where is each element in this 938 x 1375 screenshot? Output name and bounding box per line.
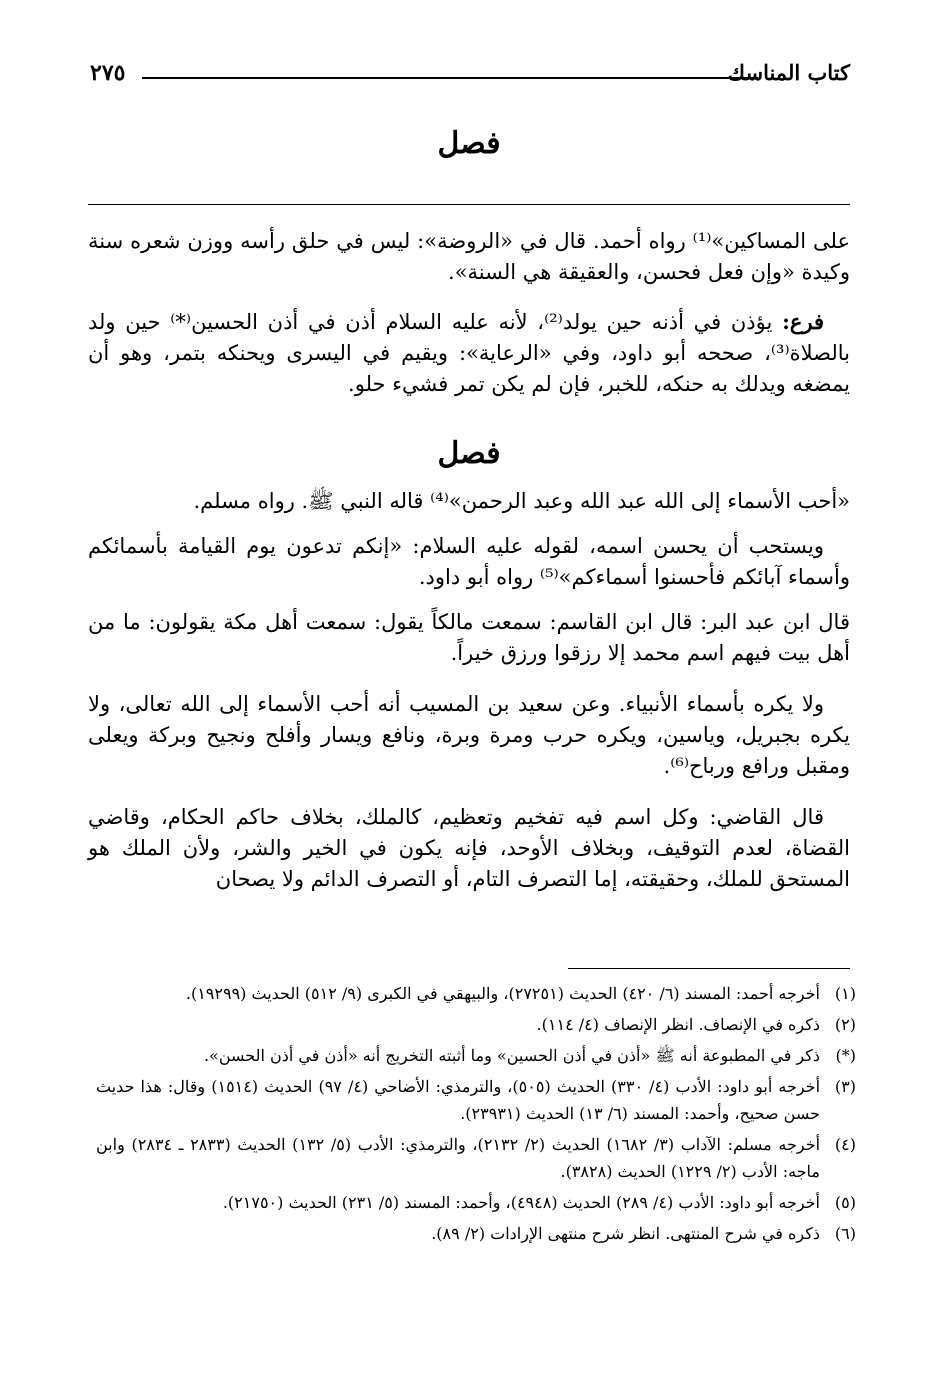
paragraph-7: قال القاضي: وكل اسم فيه تفخيم وتعظيم، كالملك، بخلاف حاكم الحكام، وقاضي القضاة، لعدم التوقيف، وبخلاف الأوحد، فإنه يكون في الخير والشر، ولأن الملك هو المستحق للملك، وحقيقته، إما التصرف التام، أو التصرف الدائم ولا يصحان <box>88 805 850 891</box>
footnote-number: (١) <box>834 984 856 1003</box>
paragraph-2-text: يؤذن في أذنه حين يولد⁽²⁾، لأنه عليه السلام أذن في أذن الحسين⁽*⁾ حين ولد بالصلاة⁽³⁾، صححه أبو داود، وفي «الرعاية»: ويقيم في اليسرى ويحنكه بتمر، وهو أن يمضغه ويدلك به حنكه، للخبر، فإن لم يكن تمر فشيء حلو. <box>88 310 850 396</box>
page-number: ٢٧٥ <box>90 60 126 86</box>
footnote <box>96 1131 856 1185</box>
section-rule <box>88 204 850 205</box>
section-heading-1: فصل <box>437 126 501 161</box>
footnote-text: ذكره في الإنصاف. انظر الإنصاف (٤/ ١١٤). <box>536 1015 820 1034</box>
footnote-rule <box>568 968 850 969</box>
footnote-text: أخرجه أبو داود: الأدب (٤/ ٣٣٠) الحديث (٥٠٥)، والترمذي: الأضاحي (٤/ ٩٧) الحديث (١٥١٤) وقال: هذا حديث حسن صحيح، وأحمد: المسند (٦/ ١٣) الحديث (٢٣٩٣١). <box>96 1077 821 1123</box>
footnote <box>96 1220 856 1247</box>
footnote-text: أخرجه أبو داود: الأدب (٤/ ٢٨٩) الحديث (٤٩٤٨)، وأحمد: المسند (٥/ ٢٣١) الحديث (٢١٧٥٠). <box>222 1193 820 1212</box>
footnote-number: (٢) <box>834 1015 856 1034</box>
footnote-text: أخرجه مسلم: الآداب (٣/ ١٦٨٢) الحديث (٢/ ٢١٣٢)، والترمذي: الأدب (٥/ ١٣٢) الحديث (٢٨٣٣ ـ ٢٨٣٤) وابن ماجه: الأدب (٢/ ١٢٢٩) الحديث (٣٨٢٨). <box>96 1135 821 1181</box>
footnote-text: أخرجه أحمد: المسند (٦/ ٤٢٠) الحديث (٢٧٢٥١)، والبيهقي في الكبرى (٩/ ٥١٢) الحديث (١٩٢٩٩). <box>185 984 820 1003</box>
footnote-text: ذكره في شرح المنتهى. انظر شرح منتهى الإرادات (٢/ ٨٩). <box>431 1224 820 1243</box>
footnote-number: (٣) <box>834 1077 856 1096</box>
footnote-number: (٦) <box>834 1224 856 1243</box>
footnote <box>96 1189 856 1216</box>
paragraph-4: ويستحب أن يحسن اسمه، لقوله عليه السلام: «إنكم تدعون يوم القيامة بأسمائكم وأسماء آبائكم فأحسنوا أسماءكم»⁽⁵⁾ رواه أبو داود. <box>88 534 850 589</box>
paragraph-5: قال ابن عبد البر: قال ابن القاسم: سمعت مالكاً يقول: سمعت أهل مكة يقولون: ما من أهل بيت فيهم اسم محمد إلا رزقوا ورزق خيراً. <box>88 610 850 665</box>
section-heading-2: فصل <box>437 436 501 471</box>
footnote <box>96 1011 856 1038</box>
paragraph-3: «أحب الأسماء إلى الله عبد الله وعبد الرحمن»⁽⁴⁾ قاله النبي ﷺ. رواه مسلم. <box>193 489 850 513</box>
section-2-body <box>88 486 850 895</box>
footnote-number: (*) <box>835 1046 856 1065</box>
paragraph-2 <box>88 306 850 400</box>
lead-word: فرع: <box>782 309 824 334</box>
paragraph-6: ولا يكره بأسماء الأنبياء. وعن سعيد بن المسيب أنه أحب الأسماء إلى الله تعالى، ولا يكره بجبريل، وياسين، ويكره حرب ومرة وبرة، ونافع ويسار وأفلح ونجيح وبركة ويعلى ومقبل ورافع ورباح⁽⁶⁾. <box>88 692 850 778</box>
section-1-body <box>88 226 850 400</box>
footnote <box>96 1042 856 1069</box>
page-header <box>90 58 850 98</box>
footnote <box>96 980 856 1007</box>
header-rule <box>142 77 758 79</box>
footnote-text: ذكر في المطبوعة أنه ﷺ «أذن في أذن الحسين» وما أثبته التخريج أنه «أذن في أذن الحسن». <box>203 1046 820 1065</box>
footnote <box>96 1073 856 1127</box>
paragraph-1: على المساكين»⁽¹⁾ رواه أحمد. قال في «الروضة»: ليس في حلق رأسه ووزن شعره سنة وكيدة «وإن فعل فحسن، والعقيقة هي السنة». <box>88 229 850 284</box>
footnote-number: (٤) <box>834 1135 856 1154</box>
footnotes <box>96 980 856 1251</box>
footnote-number: (٥) <box>834 1193 856 1212</box>
running-title: كتاب المناسك <box>727 60 850 85</box>
